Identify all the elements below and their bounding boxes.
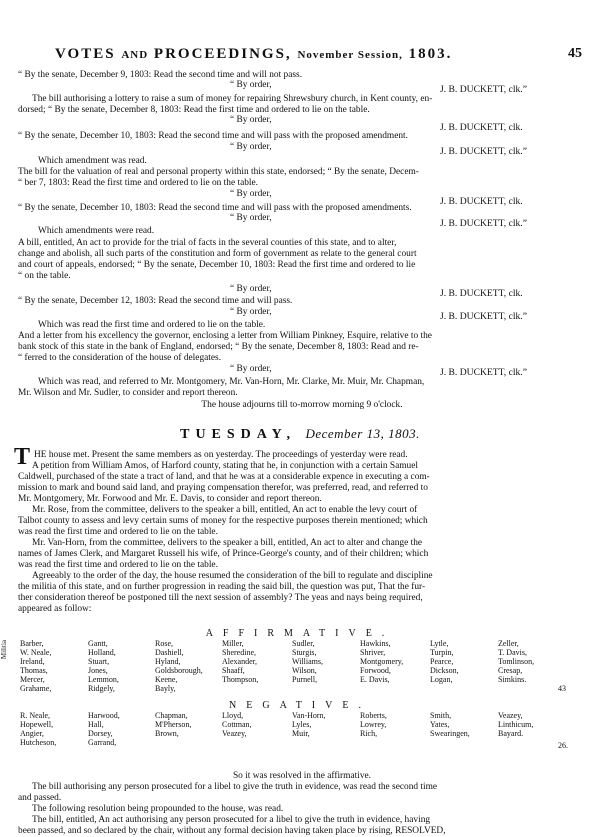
text-line: Agreeably to the order of the day, the house resumed the consideration of the bill to regulate and discipline xyxy=(32,571,433,581)
header-session: November Session, xyxy=(297,49,403,61)
by-order: “ By order, xyxy=(230,189,272,199)
clerk-signature: J. B. DUCKETT, clk. xyxy=(440,288,523,299)
vote-name: Miller, xyxy=(222,639,244,648)
text-line: Which was read, and referred to Mr. Montgomery, Mr. Van-Horn, Mr. Clarke, Mr. Muir, Mr. Chapman, xyxy=(38,377,425,387)
vote-name: Rose, xyxy=(155,639,173,648)
clerk-signature: J. B. DUCKETT, clk.” xyxy=(440,367,527,378)
vote-name: Swearingen, xyxy=(430,729,470,738)
text-line: “ ferred to the consideration of the house of delegates. xyxy=(18,353,222,363)
vote-name: Pearce, xyxy=(430,657,454,666)
header-proceedings: PROCEEDINGS, xyxy=(153,46,292,62)
text-line: A petition from William Amos, of Harford county, stating that he, in conjunction with a certain Samuel xyxy=(32,461,419,471)
vote-name: Hutcheson, xyxy=(20,738,57,747)
by-order: “ By order, xyxy=(230,115,272,125)
vote-name: Bayly, xyxy=(155,684,176,693)
clerk-signature: J. B. DUCKETT, clk.” xyxy=(440,311,527,322)
vote-name: Tomlinson, xyxy=(498,657,535,666)
vote-name: Muir, xyxy=(292,729,310,738)
vote-name: Logan, xyxy=(430,675,453,684)
vote-name: Dickson, xyxy=(430,666,459,675)
by-order: “ By order, xyxy=(230,364,272,374)
text-line: change and abolish, all such parts of the constitution and form of government as relate to the general court xyxy=(18,249,417,259)
vote-name: Purnell, xyxy=(292,675,318,684)
vote-name: Lowrey, xyxy=(360,720,387,729)
page-number: 45 xyxy=(568,46,582,61)
text-line: The bill authorising any person prosecuted for a libel to give the truth in evidence, was read the second time xyxy=(32,782,438,792)
vote-name: R. Neale, xyxy=(20,711,50,720)
vote-name: Dashiell, xyxy=(155,648,184,657)
text-line: And a letter from his excellency the governor, enclosing a letter from William Pinkney, Esquire, relative to the xyxy=(18,331,432,341)
text-line: The bill authorising a lottery to raise a sum of money for repairing Shrewsbury church, in Kent county, en- xyxy=(32,94,433,104)
vote-name: Holland, xyxy=(88,648,116,657)
text-line: Which amendment was read. xyxy=(38,156,147,166)
vote-name: Lemmon, xyxy=(88,675,119,684)
negative-count: 26. xyxy=(558,741,568,750)
day-heading-date: December 13, 1803. xyxy=(305,426,420,441)
text-line: and passed. xyxy=(18,793,62,803)
affirmative-count: 43 xyxy=(558,684,566,693)
vote-name: Roberts, xyxy=(360,711,387,720)
text-line: Mr. Montgomery, Mr. Forwood and Mr. E. Davis, to consider and report thereon. xyxy=(18,494,322,504)
text-line: “ By the senate, December 9, 1803: Read the second time and will not pass. xyxy=(18,70,303,80)
vote-name: Turpin, xyxy=(430,648,454,657)
vote-name: Thomas, xyxy=(20,666,48,675)
vote-name: Simkins. xyxy=(498,675,527,684)
vote-name: Shaaff, xyxy=(222,666,245,675)
vote-name: E. Davis, xyxy=(360,675,390,684)
vote-name: Sturgis, xyxy=(292,648,317,657)
clerk-signature: J. B. DUCKETT, clk.” xyxy=(440,146,527,157)
text-line: Talbot county to assess and levy certain sums of money for the respective purposes therein mentioned; which xyxy=(18,516,428,526)
vote-name: Lloyd, xyxy=(222,711,244,720)
vote-name: Williams, xyxy=(292,657,324,666)
vote-name: W. Neale, xyxy=(20,648,52,657)
vote-name: Linthicum, xyxy=(498,720,534,729)
drop-cap: T xyxy=(14,444,31,470)
vote-name: Dorsey, xyxy=(88,729,113,738)
text-line: Caldwell, purchased of the state a tract of land, and that he was at a considerable expence in executing a com- xyxy=(18,472,430,482)
text-line: “ By the senate, December 10, 1803: Read the second time and will pass with the proposed amendments. xyxy=(18,203,412,213)
vote-name: Hall, xyxy=(88,720,104,729)
vote-name: Thompson, xyxy=(222,675,259,684)
text-line: “ By the senate, December 10, 1803: Read the second time and will pass with the proposed amendment. xyxy=(18,131,409,141)
vote-name: Alexander, xyxy=(222,657,257,666)
vote-name: Hawkins, xyxy=(360,639,391,648)
vote-name: Forwood, xyxy=(360,666,391,675)
adjourn-line: The house adjourns till to-morrow morning 9 o'clock. xyxy=(201,400,403,410)
day-heading-day: TUESDAY, xyxy=(180,427,296,442)
by-order: “ By order, xyxy=(230,213,272,223)
day-heading xyxy=(0,426,600,443)
text-line: ther consideration thereof be postponed till the next session of assembly? The yeas and nays being required, xyxy=(18,593,423,603)
vote-name: Veazey, xyxy=(498,711,523,720)
text-line: was read the first time and ordered to lie on the table. xyxy=(18,527,218,537)
text-line: mission to mark and bound said land, and praying compensation therefor, was preferred, read, and referred to xyxy=(18,483,428,493)
vote-name: Harwood, xyxy=(88,711,120,720)
clerk-signature: J. B. DUCKETT, clk. xyxy=(440,196,523,207)
vote-name: Lytle, xyxy=(430,639,449,648)
text-line: The bill, entitled, An act authorising any person prosecuted for a libel to give the truth in evidence, having xyxy=(32,815,431,825)
text-line: HE house met. Present the same members as on yesterday. The proceedings of yesterday were read. xyxy=(34,450,408,460)
text-line: been passed, and so declared by the chair, without any formal decision having taken place by rising, RESOLVED, xyxy=(18,826,446,836)
negative-heading: NEGATIVE. xyxy=(229,700,371,711)
vote-name: Grahame, xyxy=(20,684,52,693)
clerk-signature: J. B. DUCKETT, clk.” xyxy=(440,84,527,95)
text-line: Mr. Rose, from the committee, delivers to the speaker a bill, entitled, An act to enable the levy court of xyxy=(32,505,418,515)
text-line: “ By the senate, December 12, 1803: Read the second time and will pass. xyxy=(18,296,293,306)
vote-name: Mercer, xyxy=(20,675,45,684)
page-header xyxy=(55,46,575,63)
vote-name: Lyles, xyxy=(292,720,312,729)
clerk-signature: J. B. DUCKETT, clk. xyxy=(440,122,523,133)
affirmative-heading: AFFIRMATIVE. xyxy=(205,628,395,639)
vote-name: T. Davis, xyxy=(498,648,527,657)
vote-name: Zeller, xyxy=(498,639,519,648)
text-line: Which was read the first time and ordered to lie on the table. xyxy=(38,320,266,330)
vote-name: Sudler, xyxy=(292,639,315,648)
vote-name: Sheredine, xyxy=(222,648,256,657)
text-line: Mr. Wilson and Mr. Sudler, to consider and report thereon. xyxy=(18,388,238,398)
text-line: was read the first time and ordered to lie on the table. xyxy=(18,560,218,570)
by-order: “ By order, xyxy=(230,307,272,317)
header-year: 1803. xyxy=(408,46,453,62)
vote-name: Chapman, xyxy=(155,711,188,720)
text-line: A bill, entitled, An act to provide for the trial of facts in the several counties of this state, and to alter, xyxy=(18,238,397,248)
text-line: Mr. Van-Horn, from the committee, delivers to the speaker a bill, entitled, An act to alter and change the xyxy=(32,538,423,548)
text-line: “ on the table. xyxy=(18,271,71,281)
by-order: “ By order, xyxy=(230,284,272,294)
text-line: bank stock of this state in the bank of England, endorsed; “ By the senate, December 8, 1803: Read and re- xyxy=(18,342,419,352)
vote-name: Brown, xyxy=(155,729,179,738)
vote-name: Angier, xyxy=(20,729,44,738)
vote-name: Wilson, xyxy=(292,666,317,675)
vote-name: Keene, xyxy=(155,675,178,684)
vote-name: Goldsborough, xyxy=(155,666,203,675)
text-line: The bill for the valuation of real and personal property within this state, endorsed; “ By the senate, Decem- xyxy=(18,167,419,177)
header-and: AND xyxy=(121,49,149,61)
vote-name: Cottman, xyxy=(222,720,252,729)
vote-name: Gantt, xyxy=(88,639,108,648)
margin-note: Militia xyxy=(0,640,8,660)
text-line: and court of appeals, endorsed; “ By the senate, December 10, 1803: Read the first time and ordered to lie xyxy=(18,260,416,270)
by-order: “ By order, xyxy=(230,142,272,152)
text-line: The following resolution being propounded to the house, was read. xyxy=(32,804,284,814)
clerk-signature: J. B. DUCKETT, clk.” xyxy=(440,218,527,229)
vote-name: Cresap, xyxy=(498,666,523,675)
vote-name: Hopewell, xyxy=(20,720,54,729)
vote-name: M'Pherson, xyxy=(155,720,192,729)
vote-name: Bayard. xyxy=(498,729,524,738)
vote-name: Ireland, xyxy=(20,657,45,666)
text-line: the militia of this state, and on further progression in reading the said bill, the question was put, That the fur- xyxy=(18,582,426,592)
vote-name: Garrand, xyxy=(88,738,117,747)
text-line: appeared as follow: xyxy=(18,604,92,614)
text-line: Which amendments were read. xyxy=(38,226,155,236)
by-order: “ By order, xyxy=(230,80,272,90)
vote-name: Jones, xyxy=(88,666,108,675)
vote-name: Veazey, xyxy=(222,729,247,738)
vote-name: Stuart, xyxy=(88,657,110,666)
text-line: names of James Clerk, and Margaret Russell his wife, of Prince-George's county, and of their children; which xyxy=(18,549,429,559)
header-votes: VOTES xyxy=(55,46,116,62)
vote-name: Rich, xyxy=(360,729,378,738)
vote-name: Hyland, xyxy=(155,657,181,666)
vote-name: Barber, xyxy=(20,639,44,648)
vote-name: Yates, xyxy=(430,720,450,729)
text-line: So it was resolved in the affirmative. xyxy=(232,771,372,781)
vote-name: Shriver, xyxy=(360,648,386,657)
vote-name: Montgomery, xyxy=(360,657,404,666)
text-line: dorsed; “ By the senate, December 8, 1803: Read the first time and ordered to lie on the table. xyxy=(18,105,370,115)
vote-name: Van-Horn, xyxy=(292,711,326,720)
vote-name: Smith, xyxy=(430,711,452,720)
text-line: “ ber 7, 1803: Read the first time and ordered to lie on the table. xyxy=(18,178,259,188)
vote-name: Ridgely, xyxy=(88,684,115,693)
